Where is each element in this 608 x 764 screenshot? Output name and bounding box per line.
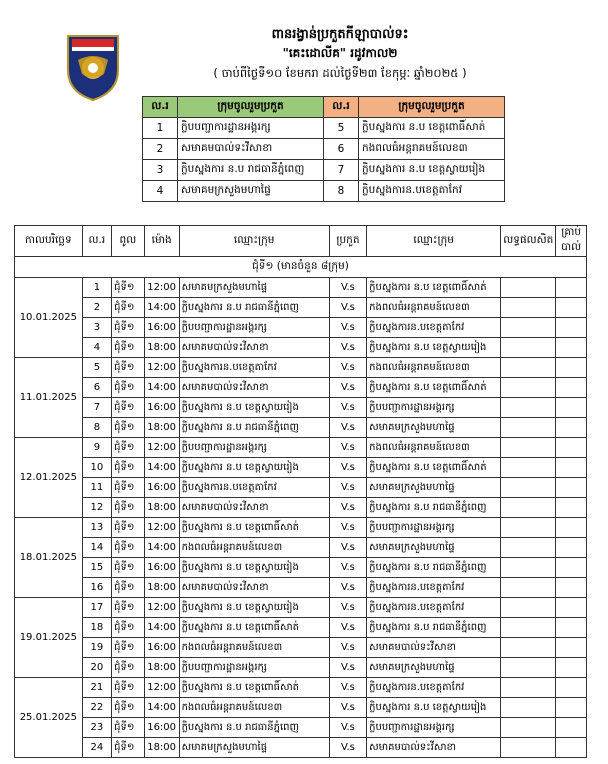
match-pool: ជុំទី១ [112,498,145,518]
team-a-name: ក្លិបស្នងការ ន.ប ខេត្តពោធិ៍សាត់ [179,678,329,698]
table-row [15,458,587,478]
match-time: 12:00 [144,358,179,378]
team-a-name: សមាគមបាល់ទះវីសាខា [179,498,329,518]
score-cell [556,578,587,598]
team-b-name: ក្លិបស្នងការន.បខេត្តតាកែវ [367,598,501,618]
match-time: 12:00 [144,678,179,698]
score-cell [556,478,587,498]
match-number: 6 [82,378,111,398]
team-b-name: សមាគមក្រសួងមហាផ្ទៃ [367,538,501,558]
score-cell [556,618,587,638]
match-time: 14:00 [144,698,179,718]
score-cell [556,738,587,758]
col-header-result: លទ្ធផលសិត [501,226,556,257]
match-number: 17 [82,598,111,618]
match-pool: ជុំទី១ [112,398,145,418]
team-b-name: ក្លិបស្នងការ ន.ប ខេត្តស្វាយរៀង [367,338,501,358]
match-date: 25.01.2025 [15,678,83,758]
score-cell [556,278,587,298]
team-a-name: ក្លិបបញ្ជាការដ្ឋានអង្គរក្ស [179,318,329,338]
team-b-name: ក្លិបស្នងការន.បខេត្តតាកែវ [367,318,501,338]
score-cell [556,438,587,458]
match-number: 2 [82,298,111,318]
result-cell [501,638,556,658]
versus-label: V.s [329,338,366,358]
match-number: 22 [82,698,111,718]
match-time: 16:00 [144,638,179,658]
versus-label: V.s [329,298,366,318]
match-number: 24 [82,738,111,758]
score-cell [556,458,587,478]
match-number: 7 [82,398,111,418]
score-cell [556,518,587,538]
result-cell [501,518,556,538]
table-row [15,438,587,458]
team-b-name: សមាគមបាល់ទះវីសាខា [367,638,501,658]
team-b-name: កងពលធំអន្តរាគមន៍លេខ៣ [367,438,501,458]
col-header-date: កាលបរិច្ឆេទ [15,226,83,257]
score-cell [556,538,587,558]
match-pool: ជុំទី១ [112,458,145,478]
result-cell [501,538,556,558]
col-header-team-a: ឈ្មោះក្រុម [179,226,329,257]
match-number: 15 [82,558,111,578]
table-row [15,518,587,538]
match-time: 18:00 [144,498,179,518]
table-row [15,738,587,758]
title-main: ពានរង្វាន់ប្រកួតកីឡាបាល់ទះ [271,27,409,42]
match-time: 16:00 [144,718,179,738]
match-time: 18:00 [144,418,179,438]
match-time: 14:00 [144,538,179,558]
match-time: 14:00 [144,458,179,478]
team-a-name: ក្លិបស្នងការ ន.ប ខេត្តស្វាយរៀង [179,598,329,618]
versus-label: V.s [329,598,366,618]
versus-label: V.s [329,438,366,458]
team-b-name: ក្លិបស្នងការ ន.ប ខេត្តពោធិ៍សាត់ [367,458,501,478]
match-number: 11 [82,478,111,498]
match-pool: ជុំទី១ [112,638,145,658]
team-b-name: ក្លិបស្នងការ ន.ប ខេត្តស្វាយរៀង [367,698,501,718]
match-pool: ជុំទី១ [112,738,145,758]
table-row [15,618,587,638]
result-cell [501,398,556,418]
match-pool: ជុំទី១ [112,298,145,318]
col-header-no: ល.រ [82,226,111,257]
team-name: សមាគមបាល់ទះវីសាខា [178,139,324,160]
versus-label: V.s [329,718,366,738]
result-cell [501,558,556,578]
match-time: 12:00 [144,518,179,538]
result-cell [501,738,556,758]
match-pool: ជុំទី១ [112,718,145,738]
col-header-score: គ្រាប់បាល់ [556,226,587,257]
teams-header-no: ល.រ [143,97,178,118]
team-number: 6 [324,139,359,160]
team-a-name: ក្លិបស្នងការ ន.ប រាជធានីភ្នំពេញ [179,298,329,318]
team-b-name: កងពលធំអន្តរាគមន៍លេខ៣ [367,358,501,378]
result-cell [501,318,556,338]
round-title: ជុំទី១ (មានចំនួន ៨ក្រុម) [15,257,587,278]
col-header-time: ម៉ោង [144,226,179,257]
table-row [15,338,587,358]
versus-label: V.s [329,518,366,538]
team-name: កងពលធំអន្តរាគមន៍លេខ៣ [359,139,505,160]
team-b-name: ក្លិបស្នងការ ន.ប ខេត្តពោធិ៍សាត់ [367,378,501,398]
score-cell [556,318,587,338]
teams-row [143,139,505,160]
result-cell [501,598,556,618]
table-row [15,678,587,698]
score-cell [556,398,587,418]
participating-teams-table [142,96,505,202]
match-time: 14:00 [144,298,179,318]
team-a-name: ក្លិបស្នងការ ន.ប ខេត្តស្វាយរៀង [179,558,329,578]
team-number: 2 [143,139,178,160]
match-pool: ជុំទី១ [112,278,145,298]
result-cell [501,458,556,478]
teams-header-no: ល.រ [324,97,359,118]
team-a-name: សមាគមក្រសួងមហាផ្ទៃ [179,738,329,758]
match-time: 12:00 [144,438,179,458]
match-pool: ជុំទី១ [112,518,145,538]
match-pool: ជុំទី១ [112,578,145,598]
team-b-name: សមាគមក្រសួងមហាផ្ទៃ [367,478,501,498]
team-a-name: ក្លិបស្នងការ ន.ប ខេត្តស្វាយរៀង [179,398,329,418]
team-name: ក្លិបស្នងការ ន.ប រាជធានីភ្នំពេញ [178,160,324,181]
match-time: 12:00 [144,598,179,618]
federation-logo-icon [64,30,122,102]
table-row [15,278,587,298]
result-cell [501,698,556,718]
col-header-vs: ប្រកួត [329,226,366,257]
teams-row [143,160,505,181]
versus-label: V.s [329,498,366,518]
table-row [15,398,587,418]
teams-header-name: ក្រុមចូលរួមប្រកួត [359,97,505,118]
score-cell [556,338,587,358]
match-time: 16:00 [144,398,179,418]
match-time: 18:00 [144,578,179,598]
table-row [15,478,587,498]
result-cell [501,298,556,318]
match-number: 23 [82,718,111,738]
versus-label: V.s [329,378,366,398]
team-b-name: សមាគមក្រសួងមហាផ្ទៃ [367,418,501,438]
versus-label: V.s [329,738,366,758]
match-date: 19.01.2025 [15,598,83,678]
versus-label: V.s [329,698,366,718]
match-pool: ជុំទី១ [112,678,145,698]
table-row [15,498,587,518]
match-time: 18:00 [144,338,179,358]
match-time: 14:00 [144,378,179,398]
match-number: 19 [82,638,111,658]
match-number: 1 [82,278,111,298]
team-a-name: ក្លិបស្នងការ ន.ប រាជធានីភ្នំពេញ [179,418,329,438]
result-cell [501,358,556,378]
team-a-name: ក្លិបបញ្ជាការដ្ឋានអង្គរក្ស [179,658,329,678]
match-time: 16:00 [144,478,179,498]
result-cell [501,498,556,518]
team-a-name: សមាគមបាល់ទះវីសាខា [179,578,329,598]
table-row [15,598,587,618]
match-time: 18:00 [144,738,179,758]
result-cell [501,618,556,638]
versus-label: V.s [329,618,366,638]
score-cell [556,358,587,378]
match-time: 16:00 [144,558,179,578]
team-number: 5 [324,118,359,139]
versus-label: V.s [329,578,366,598]
match-time: 16:00 [144,318,179,338]
team-b-name: ក្លិបស្នងការ ន.ប រាជធានីភ្នំពេញ [367,618,501,638]
result-cell [501,438,556,458]
match-number: 3 [82,318,111,338]
match-schedule-table [14,225,587,758]
versus-label: V.s [329,678,366,698]
result-cell [501,718,556,738]
table-row [15,718,587,738]
team-a-name: ក្លិបស្នងការ ន.ប ខេត្តស្វាយរៀង [179,458,329,478]
table-row [15,658,587,678]
match-number: 9 [82,438,111,458]
team-b-name: ក្លិបបញ្ជាការដ្ឋានអង្គរក្ស [367,718,501,738]
team-b-name: ក្លិបស្នងការ ន.ប ខេត្តពោធិ៍សាត់ [367,278,501,298]
table-row [15,538,587,558]
result-cell [501,278,556,298]
versus-label: V.s [329,638,366,658]
table-row [15,578,587,598]
match-date: 18.01.2025 [15,518,83,598]
match-pool: ជុំទី១ [112,558,145,578]
result-cell [501,578,556,598]
team-b-name: កងពលធំអន្តរាគមន៍លេខ៣ [367,298,501,318]
team-a-name: កងពលធំអន្តរាគមន៍លេខ៣ [179,698,329,718]
result-cell [501,338,556,358]
table-row [15,698,587,718]
match-pool: ជុំទី១ [112,698,145,718]
versus-label: V.s [329,418,366,438]
match-number: 13 [82,518,111,538]
team-a-name: ក្លិបបញ្ជាការដ្ឋានអង្គរក្ស [179,438,329,458]
team-b-name: ក្លិបស្នងការ ន.ប រាជធានីភ្នំពេញ [367,498,501,518]
team-b-name: សមាគមក្រសួងមហាផ្ទៃ [367,658,501,678]
team-number: 7 [324,160,359,181]
match-date: 11.01.2025 [15,358,83,438]
match-number: 5 [82,358,111,378]
col-header-pool: ពូល [112,226,145,257]
team-b-name: ក្លិបបញ្ជាការដ្ឋានអង្គរក្ស [367,518,501,538]
team-name: សមាគមក្រសួងមហាផ្ទៃ [178,181,324,202]
match-number: 21 [82,678,111,698]
team-b-name: ក្លិបស្នងការន.បខេត្តតាកែវ [367,578,501,598]
team-number: 8 [324,181,359,202]
team-number: 4 [143,181,178,202]
score-cell [556,698,587,718]
team-a-name: សមាគមបាល់ទះវីសាខា [179,338,329,358]
score-cell [556,718,587,738]
match-pool: ជុំទី១ [112,538,145,558]
team-a-name: ក្លិបស្នងការ ន.ប រាជធានីភ្នំពេញ [179,718,329,738]
match-number: 8 [82,418,111,438]
match-pool: ជុំទី១ [112,338,145,358]
table-row [15,358,587,378]
versus-label: V.s [329,458,366,478]
match-pool: ជុំទី១ [112,358,145,378]
score-cell [556,558,587,578]
score-cell [556,598,587,618]
versus-label: V.s [329,398,366,418]
match-pool: ជុំទី១ [112,478,145,498]
teams-row [143,181,505,202]
team-a-name: កងពលធំអន្តរាគមន៍លេខ៣ [179,538,329,558]
team-a-name: ក្លិបស្នងការន.បខេត្តតាកែវ [179,358,329,378]
team-b-name: សមាគមបាល់ទះវីសាខា [367,738,501,758]
match-number: 14 [82,538,111,558]
versus-label: V.s [329,538,366,558]
match-pool: ជុំទី១ [112,378,145,398]
table-row [15,418,587,438]
team-b-name: ក្លិបស្នងការ ន.ប រាជធានីភ្នំពេញ [367,558,501,578]
teams-header-name: ក្រុមចូលរួមប្រកួត [178,97,324,118]
score-cell [556,418,587,438]
team-a-name: សមាគមក្រសួងមហាផ្ទៃ [179,278,329,298]
team-name: ក្លិបបញ្ជាការដ្ឋានអង្គរក្ស [178,118,324,139]
team-b-name: ក្លិបស្នងការន.បខេត្តតាកែវ [367,678,501,698]
versus-label: V.s [329,318,366,338]
match-pool: ជុំទី១ [112,418,145,438]
result-cell [501,418,556,438]
score-cell [556,298,587,318]
match-number: 10 [82,458,111,478]
match-number: 4 [82,338,111,358]
match-time: 14:00 [144,618,179,638]
match-time: 18:00 [144,658,179,678]
team-name: ក្លិបស្នងការ ន.ប ខេត្តស្វាយរៀង [359,160,505,181]
match-pool: ជុំទី១ [112,438,145,458]
title-league: "គេះដោលីគ" រដូវកាល២ [282,46,398,60]
table-row [15,558,587,578]
match-number: 12 [82,498,111,518]
versus-label: V.s [329,478,366,498]
result-cell [501,478,556,498]
table-row [15,378,587,398]
result-cell [501,678,556,698]
match-time: 12:00 [144,278,179,298]
result-cell [501,378,556,398]
team-a-name: កងពលធំអន្តរាគមន៍លេខ៣ [179,638,329,658]
score-cell [556,638,587,658]
table-row [15,298,587,318]
result-cell [501,658,556,678]
score-cell [556,678,587,698]
versus-label: V.s [329,278,366,298]
score-cell [556,658,587,678]
versus-label: V.s [329,658,366,678]
team-a-name: ក្លិបស្នងការន.បខេត្តតាកែវ [179,478,329,498]
team-name: ក្លិបស្នងការន.បខេត្តតាកែវ [359,181,505,202]
match-number: 20 [82,658,111,678]
team-name: ក្លិបស្នងការ ន.ប ខេត្តពោធិ៍សាត់ [359,118,505,139]
match-date: 10.01.2025 [15,278,83,358]
col-header-team-b: ឈ្មោះក្រុម [367,226,501,257]
team-a-name: ក្លិបស្នងការ ន.ប ខេត្តពោធិ៍សាត់ [179,518,329,538]
table-row [15,638,587,658]
match-pool: ជុំទី១ [112,658,145,678]
match-pool: ជុំទី១ [112,598,145,618]
versus-label: V.s [329,558,366,578]
score-cell [556,378,587,398]
team-a-name: ក្លិបស្នងការ ន.ប ខេត្តពោធិ៍សាត់ [179,618,329,638]
match-number: 18 [82,618,111,638]
match-date: 12.01.2025 [15,438,83,518]
match-number: 16 [82,578,111,598]
match-pool: ជុំទី១ [112,318,145,338]
teams-row [143,118,505,139]
score-cell [556,498,587,518]
team-number: 1 [143,118,178,139]
title-dates: ( ចាប់ពីថ្ងៃទី១០ ខែមករា ដល់ថ្ងៃទី២៣ ខែកុម្ភៈ ឆ្នាំ២០២៥ ) [213,66,467,80]
match-pool: ជុំទី១ [112,618,145,638]
team-a-name: សមាគមបាល់ទះវីសាខា [179,378,329,398]
versus-label: V.s [329,358,366,378]
team-b-name: ក្លិបបញ្ជាការដ្ឋានអង្គរក្ស [367,398,501,418]
table-row [15,318,587,338]
team-number: 3 [143,160,178,181]
